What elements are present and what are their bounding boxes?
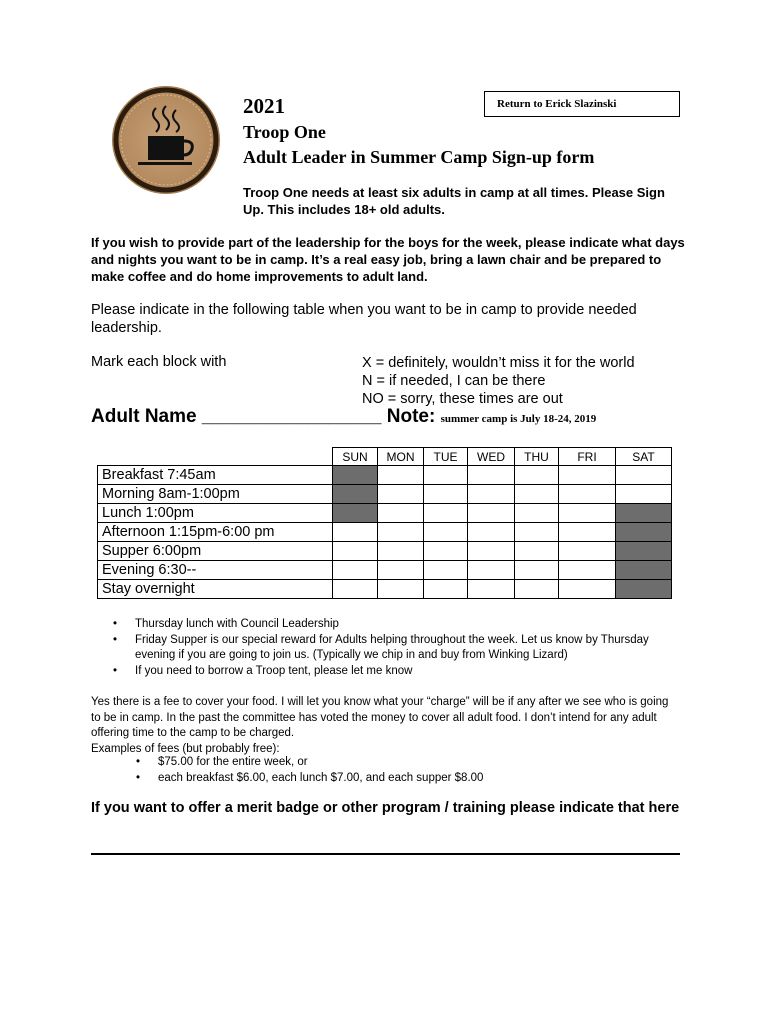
return-to-box: Return to Erick Slazinski <box>484 91 680 117</box>
schedule-cell[interactable] <box>468 504 515 523</box>
legend-no: NO = sorry, these times are out <box>362 391 563 407</box>
list-item: • Friday Supper is our special reward for Adults helping throughout the week. Let us know by Thursday evening if you are going to join us. (Typically we chip in and buy from Winking Lizard) <box>113 633 673 664</box>
schedule-cell-blocked <box>616 523 672 542</box>
schedule-cell[interactable] <box>378 523 424 542</box>
schedule-cell[interactable] <box>333 580 378 599</box>
schedule-cell[interactable] <box>378 542 424 561</box>
troop-name: Troop One <box>243 122 326 142</box>
header-blank <box>98 448 333 466</box>
schedule-cell-blocked <box>333 466 378 485</box>
form-year: 2021 <box>243 94 285 118</box>
list-item: • If you need to borrow a Troop tent, please let me know <box>113 664 673 680</box>
schedule-cell[interactable] <box>559 561 616 580</box>
schedule-cell-blocked <box>616 561 672 580</box>
day-header: WED <box>468 448 515 466</box>
fee-text: Yes there is a fee to cover your food. I will let you know what your “charge” will be if any after we see who is going to be in camp. In the past the committee has voted the money to cover all adult food. I don’t intend for any adult offering time to the camp to be charged. <box>91 696 669 739</box>
leadership-paragraph: If you wish to provide part of the leadership for the boys for the week, please indicate what days and nights you want to be in camp. It’s a real easy job, bring a lawn chair and be prepared to make coffee and do home improvements to adult land. <box>91 235 685 284</box>
schedule-cell[interactable] <box>559 504 616 523</box>
schedule-cell-blocked <box>333 504 378 523</box>
row-label: Afternoon 1:15pm-6:00 pm <box>98 523 333 542</box>
schedule-cell[interactable] <box>378 561 424 580</box>
schedule-cell[interactable] <box>333 561 378 580</box>
day-header: TUE <box>424 448 468 466</box>
table-row <box>98 561 672 580</box>
coffee-cup-icon <box>112 86 220 194</box>
mark-label: Mark each block with <box>91 354 227 370</box>
schedule-cell[interactable] <box>333 542 378 561</box>
schedule-cell[interactable] <box>515 466 559 485</box>
day-header: SUN <box>333 448 378 466</box>
schedule-cell[interactable] <box>424 542 468 561</box>
schedule-cell[interactable] <box>559 542 616 561</box>
note-text: summer camp is July 18-24, 2019 <box>440 413 597 425</box>
form-title: Adult Leader in Summer Camp Sign-up form <box>243 147 595 167</box>
schedule-cell[interactable] <box>424 580 468 599</box>
schedule-header-row <box>98 448 672 466</box>
fee-section <box>91 695 671 757</box>
schedule-cell[interactable] <box>468 485 515 504</box>
table-row <box>98 485 672 504</box>
merit-badge-prompt: If you want to offer a merit badge or other program / training please indicate that here <box>91 800 680 816</box>
table-row <box>98 523 672 542</box>
schedule-cell[interactable] <box>378 466 424 485</box>
schedule-cell[interactable] <box>424 561 468 580</box>
adult-name-line <box>91 406 596 428</box>
list-item: • Thursday lunch with Council Leadership <box>113 617 673 633</box>
table-row <box>98 466 672 485</box>
table-row <box>98 580 672 599</box>
intro-text: Troop One needs at least six adults in camp at all times. Please Sign Up. This includes 18+ old adults. <box>243 185 665 217</box>
table-row <box>98 542 672 561</box>
schedule-cell[interactable] <box>378 580 424 599</box>
list-item: • each breakfast $6.00, each lunch $7.00, and each supper $8.00 <box>136 771 483 787</box>
schedule-cell[interactable] <box>559 485 616 504</box>
schedule-cell[interactable] <box>616 485 672 504</box>
schedule-cell-blocked <box>333 485 378 504</box>
note-label: Note: <box>386 406 436 427</box>
row-label: Lunch 1:00pm <box>98 504 333 523</box>
schedule-cell[interactable] <box>559 466 616 485</box>
table-instructions: Please indicate in the following table when you want to be in camp to provide needed leadership. <box>91 302 637 336</box>
notes-list <box>113 617 673 679</box>
day-header: THU <box>515 448 559 466</box>
schedule-cell[interactable] <box>468 466 515 485</box>
row-label: Evening 6:30-- <box>98 561 333 580</box>
list-item: • $75.00 for the entire week, or <box>136 755 483 771</box>
schedule-cell[interactable] <box>424 466 468 485</box>
table-row <box>98 504 672 523</box>
merit-answer-line[interactable] <box>91 853 680 855</box>
schedule-cell[interactable] <box>559 580 616 599</box>
schedule-cell[interactable] <box>515 485 559 504</box>
day-header: SAT <box>616 448 672 466</box>
fee-examples-label: Examples of fees (but probably free): <box>91 742 280 755</box>
schedule-cell-blocked <box>616 504 672 523</box>
legend-n: N = if needed, I can be there <box>362 373 546 389</box>
schedule-cell[interactable] <box>559 523 616 542</box>
schedule-cell[interactable] <box>378 485 424 504</box>
row-label: Morning 8am-1:00pm <box>98 485 333 504</box>
camp-patch-emblem <box>112 86 220 194</box>
schedule-cell-blocked <box>616 580 672 599</box>
schedule-cell[interactable] <box>424 504 468 523</box>
fee-examples-list <box>136 755 483 786</box>
schedule-cell-blocked <box>616 542 672 561</box>
schedule-cell[interactable] <box>515 523 559 542</box>
day-header: MON <box>378 448 424 466</box>
schedule-cell[interactable] <box>515 504 559 523</box>
day-header: FRI <box>559 448 616 466</box>
schedule-cell[interactable] <box>515 580 559 599</box>
schedule-table <box>97 447 672 599</box>
schedule-cell[interactable] <box>424 523 468 542</box>
row-label: Supper 6:00pm <box>98 542 333 561</box>
row-label: Stay overnight <box>98 580 333 599</box>
schedule-cell[interactable] <box>515 542 559 561</box>
mark-legend <box>362 354 635 408</box>
adult-name-field[interactable]: Adult Name _________________ <box>91 406 382 427</box>
schedule-cell[interactable] <box>424 485 468 504</box>
schedule-cell[interactable] <box>378 504 424 523</box>
schedule-cell[interactable] <box>468 523 515 542</box>
legend-x: X = definitely, wouldn’t miss it for the world <box>362 355 635 371</box>
schedule-cell[interactable] <box>616 466 672 485</box>
row-label: Breakfast 7:45am <box>98 466 333 485</box>
schedule-cell[interactable] <box>468 561 515 580</box>
schedule-cell[interactable] <box>515 561 559 580</box>
schedule-cell[interactable] <box>468 542 515 561</box>
schedule-cell[interactable] <box>333 523 378 542</box>
schedule-cell[interactable] <box>468 580 515 599</box>
